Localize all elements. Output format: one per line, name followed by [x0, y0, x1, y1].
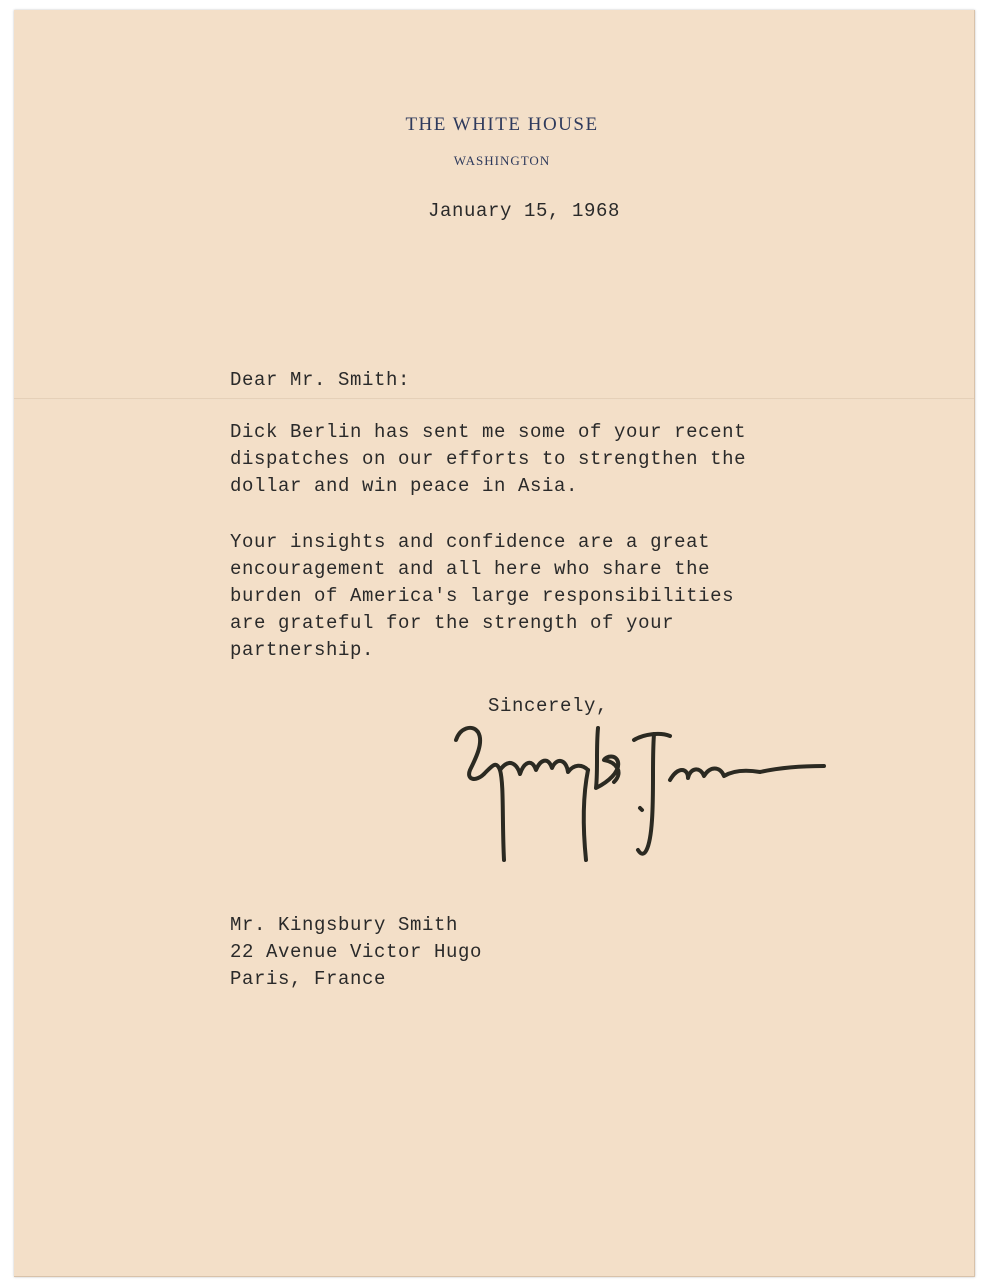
closing: Sincerely,: [488, 695, 609, 717]
address-line: Paris, France: [230, 968, 387, 990]
paragraph-line: Your insights and confidence are a great: [230, 531, 711, 553]
address-line: 22 Avenue Victor Hugo: [230, 941, 483, 963]
paragraph-line: encouragement and all here who share the: [230, 558, 711, 580]
paragraph-line: Dick Berlin has sent me some of your recent: [230, 421, 747, 443]
body-paragraph-2: [230, 529, 734, 664]
paragraph-line: partnership.: [230, 639, 375, 661]
letter-date: January 15, 1968: [428, 200, 621, 222]
salutation: Dear Mr. Smith:: [230, 369, 411, 391]
paragraph-line: dollar and win peace in Asia.: [230, 475, 579, 497]
address-line: Mr. Kingsbury Smith: [230, 914, 459, 936]
paragraph-line: dispatches on our efforts to strengthen the: [230, 448, 747, 470]
paragraph-line: burden of America's large responsibilities: [230, 585, 735, 607]
paper-fold-crease: [14, 398, 974, 400]
paragraph-line: are grateful for the strength of your: [230, 612, 675, 634]
body-paragraph-1: [230, 419, 746, 500]
letterhead-title: THE WHITE HOUSE: [405, 114, 599, 135]
letter-page: [14, 10, 975, 1277]
letterhead-subtitle: WASHINGTON: [453, 153, 551, 168]
handwritten-signature: [448, 710, 828, 880]
recipient-address: [230, 912, 482, 993]
